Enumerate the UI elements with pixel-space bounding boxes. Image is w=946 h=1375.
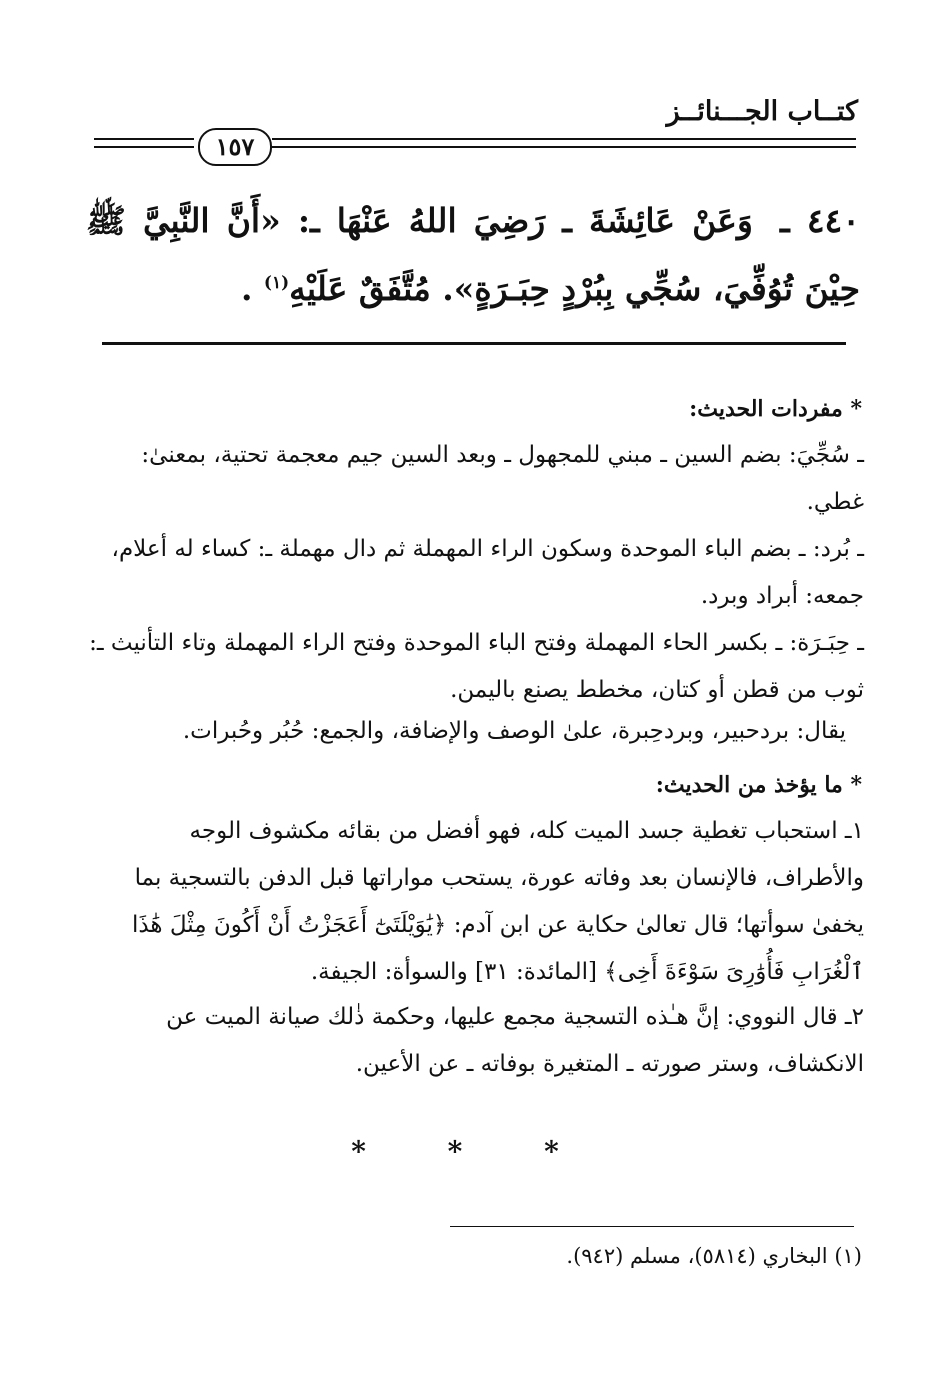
vocab-item: ـ سُجِّيَ: بضم السين ـ مبني للمجهول ـ وبعد السين جيم معجمة تحتية، بمعنىٰ: غطي. (141, 442, 864, 515)
hadith-text: ٤٤٠ ـ وَعَنْ عَائِشَةَ ـ رَضِيَ اللهُ عَنْهَا ـ: «أَنَّ النَّبِيَّ ﷺ حِيْنَ تُوُفِّيَ، سُجِّي بِبُرْدٍ حِبَـرَةٍ». مُتَّفَقٌ عَلَيْهِ$^{(١)}$ . (86, 201, 860, 308)
chapter-title: كتــاب الجـــنائــز (666, 96, 858, 127)
header-rule-left-top (94, 138, 194, 140)
footnote: (١) البخاري (٥٨١٤)، مسلم (٩٤٢). (566, 1244, 862, 1268)
lessons-heading: * ما يؤخذ من الحديث: (655, 772, 862, 798)
lesson-item: ١ـ استحباب تغطية جسد الميت كله، فهو أفضل من بقائه مكشوف الوجه والأطراف، فالإنسان بعد وفاته عورة، يستحب مواراتها قبل الدفن بالتسجية بما يخفىٰ سوأتها؛ قال تعالىٰ حكاية عن ابن آدم: ﴿يَٰوَيْلَتَىٰٓ أَعَجَزْتُ أَنْ أَكُونَ مِثْلَ هَٰذَا ٱلْغُرَابِ فَأُوَٰرِىَ سَوْءَةَ أَخِى﴾ [المائدة: ٣١] والسوأة: الجيفة. (131, 818, 864, 985)
lesson-item: ٢ـ قال النووي: إنَّ هـٰذه التسجية مجمع عليها، وحكمة ذٰلك صيانة الميت عن الانكشاف، وستر صورته ـ المتغيرة بوفاته ـ عن الأعين. (166, 1004, 864, 1077)
hadith-body: وَعَنْ عَائِشَةَ ـ رَضِيَ اللهُ عَنْهَا ـ: «أَنَّ النَّبِيَّ ﷺ حِيْنَ تُوُفِّيَ، سُجِّي بِبُرْدٍ حِبَـرَةٍ». مُتَّفَقٌ عَلَيْهِ (86, 201, 860, 308)
vocab-heading: * مفردات الحديث: (689, 396, 862, 422)
hadith-number: ٤٤٠ ـ (780, 201, 860, 240)
vocab-note: يقال: بردحبير، وبردحِبرة، علىٰ الوصف والإضافة، والجمع: حُبُر وحُبرات. (182, 718, 846, 744)
page-number: ١٥٧ (198, 128, 272, 166)
header-rule-right-top (272, 138, 856, 140)
header-rule-right-bottom (272, 146, 856, 148)
footnote-rule (450, 1226, 854, 1227)
vocab-item: ـ حِبَـرَة: ـ بكسر الحاء المهملة وفتح الباء الموحدة وفتح الراء المهملة وتاء التأنيث ـ: ثوب من قطن أو كتان، مخطط يصنع باليمن. (89, 630, 864, 703)
vocab-item: ـ بُرد: ـ بضم الباء الموحدة وسكون الراء المهملة ثم دال مهملة ـ: كساء له أعلام، جمعه: أبراد وبرد. (111, 536, 864, 609)
footnote-ref: (١) (263, 273, 290, 293)
header-rule-left-bottom (94, 146, 194, 148)
section-divider (102, 342, 846, 345)
section-separator: * * * (351, 1135, 595, 1168)
